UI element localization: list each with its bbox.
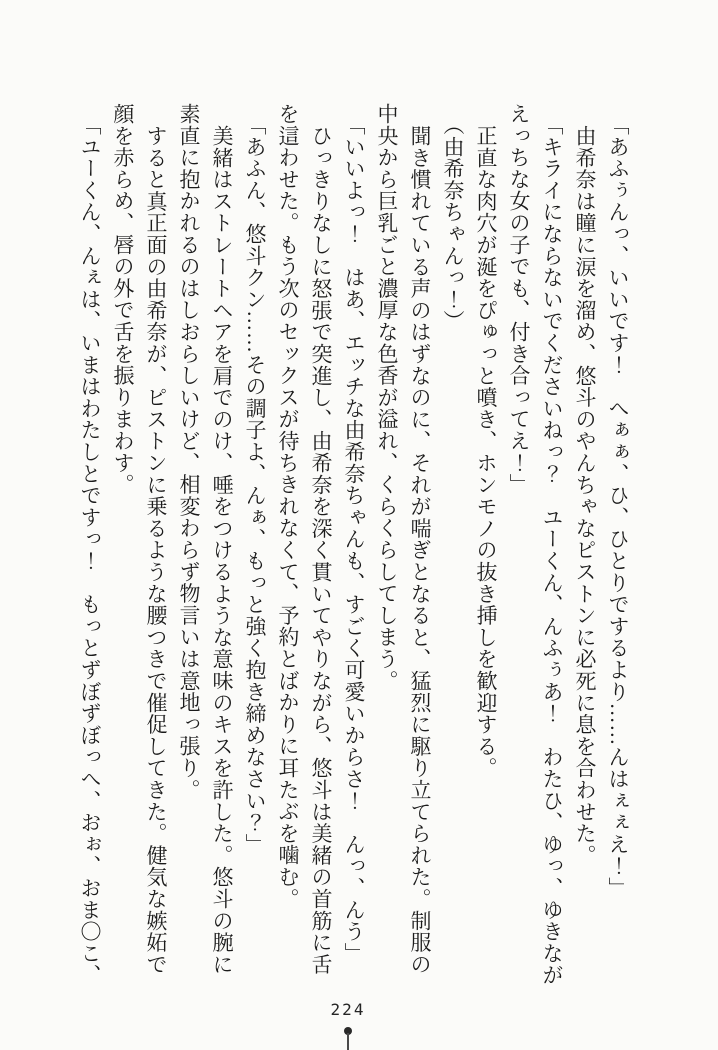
text-line: 「キライにならないでくださいねっ？ ユーくん、んふぅあ！ わたひ、ゆっ、ゆきなが	[540, 114, 564, 986]
text-line: すると真正面の由希奈が、ピストンに乗るような腰つきで催促してきた。健気な嫉妬で	[144, 125, 168, 976]
text-line: 正直な肉穴が涎をぴゅっと噴き、ホンモノの抜き挿しを歓迎する。	[474, 125, 498, 779]
text-line: 「いいよっ！ はあ、エッチな由希奈ちゃんも、すごく可愛いからさ！ んっ、んう」	[342, 114, 366, 965]
text-line: 「あふん、悠斗クン……その調子よ、んぁ、もっと強く抱き締めなさい？」	[243, 114, 267, 856]
text-line: 「ユーくん、んぇは、いまはわたしとですっ！ もっとずぼずぼっへ、おぉ、おま〇こ、	[78, 114, 102, 986]
text-line: えっちな女の子でも、付き合ってえ！」	[507, 103, 531, 496]
leader-line	[347, 1033, 349, 1050]
text-line: 聞き慣れている声のはずなのに、それが喘ぎとなると、猛烈に駆り立てられた。制服の	[408, 125, 432, 976]
page-number: 224	[330, 1000, 366, 1019]
text-line: （由希奈ちゃんっ！）	[441, 114, 465, 332]
vertical-text-block	[73, 103, 634, 1003]
text-line: を這わせた。もう次のセックスが待ちきれなくて、予約とばかりに耳たぶを噛む。	[276, 103, 300, 910]
text-line: 素直に抱かれるのはしおらしいけど、相変わらず物言いは意地っ張り。	[177, 103, 201, 801]
text-line: 由希奈は瞳に涙を溜め、悠斗のやんちゃなピストンに必死に息を合わせた。	[573, 125, 597, 867]
text-line: 中央から巨乳ごと濃厚な色香が溢れ、くらくらしてしまう。	[375, 103, 399, 692]
text-line: ひっきりなしに怒張で突進し、由希奈を深く貫いてやりながら、悠斗は美緒の首筋に舌	[309, 125, 333, 976]
text-line: 顔を赤らめ、唇の外で舌を振りまわす。	[111, 103, 135, 496]
text-line: 美緒はストレートヘアを肩でのけ、唾をつけるような意味のキスを許した。悠斗の腕に	[210, 125, 234, 976]
text-line: 「あふぅんっ、いいです！ へぁぁ、ひ、ひとりでするより……んはぇぇえ！」	[606, 114, 630, 899]
